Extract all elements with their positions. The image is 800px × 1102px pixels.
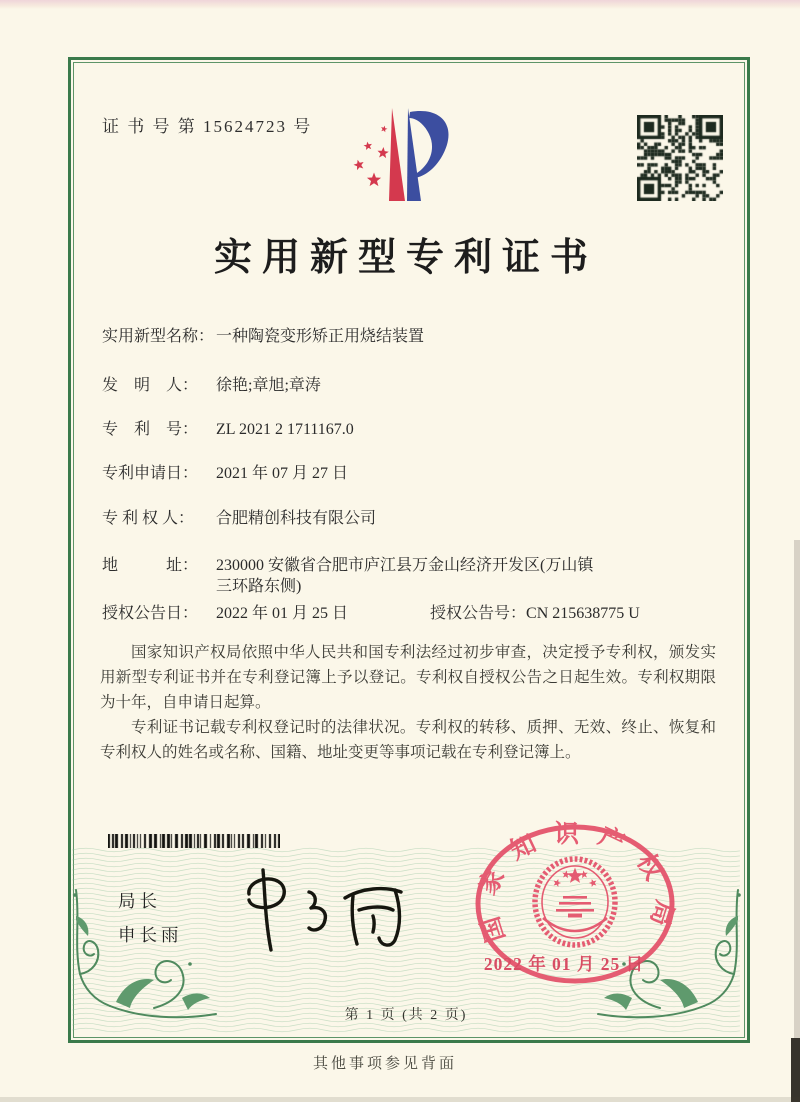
field-row-inventors [102, 376, 321, 397]
field-value: ZL 2021 2 1711167.0 [216, 421, 354, 438]
field-row-filing-date [102, 464, 348, 485]
grant-number-value: CN 215638775 U [526, 605, 640, 622]
field-label: 专利申请日： [102, 465, 199, 482]
legal-text-block [100, 640, 716, 765]
logo-blue-wedge [407, 108, 421, 201]
shen-changyu-signature [233, 864, 428, 954]
field-value: 一种陶瓷变形矫正用烧结装置 [216, 328, 425, 345]
cnipa-red-seal [468, 820, 684, 990]
field-value: 合肥精创科技有限公司 [216, 510, 377, 527]
scan-edge-right [794, 540, 800, 1100]
certificate-number: 证 书 号 第 15624723 号 [102, 117, 313, 136]
certificate-title: 实用新型专利证书 [213, 237, 598, 279]
qr-code [637, 115, 723, 201]
field-row-address [102, 556, 608, 598]
grant-date-label: 授权公告日： [102, 605, 199, 622]
grant-number-label: 授权公告号： [430, 605, 527, 622]
scan-edge-corner [791, 1038, 800, 1102]
field-label: 专 利 权 人： [102, 510, 195, 527]
cnipa-logo-icon [344, 106, 462, 206]
director-name: 申长雨 [118, 925, 183, 945]
field-label: 地 址： [102, 557, 199, 574]
director-title: 局长 [118, 891, 161, 911]
back-side-note: 其他事项参见背面 [312, 1056, 457, 1072]
field-value: 2021 年 07 月 27 日 [216, 465, 349, 482]
seal-national-emblem [535, 859, 615, 945]
field-row-utility-model-name [102, 327, 424, 348]
scan-edge-top [0, 0, 800, 9]
page-number-info: 第 1 页 (共 2 页) [344, 1008, 468, 1023]
field-value: 徐艳;章旭;章涛 [216, 377, 321, 394]
logo-red-wedge [389, 108, 405, 201]
seal-ring-text: 国家知识产权局 [471, 821, 679, 946]
field-row-patentee [102, 509, 376, 530]
field-value: 230000 安徽省合肥市庐江县万金山经济开发区(万山镇三环路东侧) [216, 557, 594, 595]
legal-paragraph-1: 国家知识产权局依照中华人民共和国专利法经过初步审查，决定授予专利权，颁发实用新型专利证书并在专利登记簿上予以登记。专利权自授权公告之日起生效。专利权期限为十年，自申请日起算。 [100, 644, 716, 711]
field-row-grant-publication [102, 604, 640, 625]
field-label: 发 明 人： [102, 377, 199, 394]
grant-date-value: 2022 年 01 月 25 日 [216, 605, 349, 622]
field-label: 专 利 号： [102, 421, 199, 438]
logo-stars [354, 126, 389, 187]
barcode [108, 834, 280, 848]
legal-paragraph-2: 专利证书记载专利权登记时的法律状况。专利权的转移、质押、无效、终止、恢复和专利权人的姓名或名称、国籍、地址变更等事项记载在专利登记簿上。 [100, 719, 716, 761]
field-label: 实用新型名称： [102, 328, 215, 345]
field-row-patent-number [102, 420, 354, 441]
scan-edge-bottom [0, 1097, 800, 1102]
seal-date: 2022 年 01 月 25 日 [483, 954, 645, 974]
svg-text:国家知识产权局 [471, 820, 679, 946]
